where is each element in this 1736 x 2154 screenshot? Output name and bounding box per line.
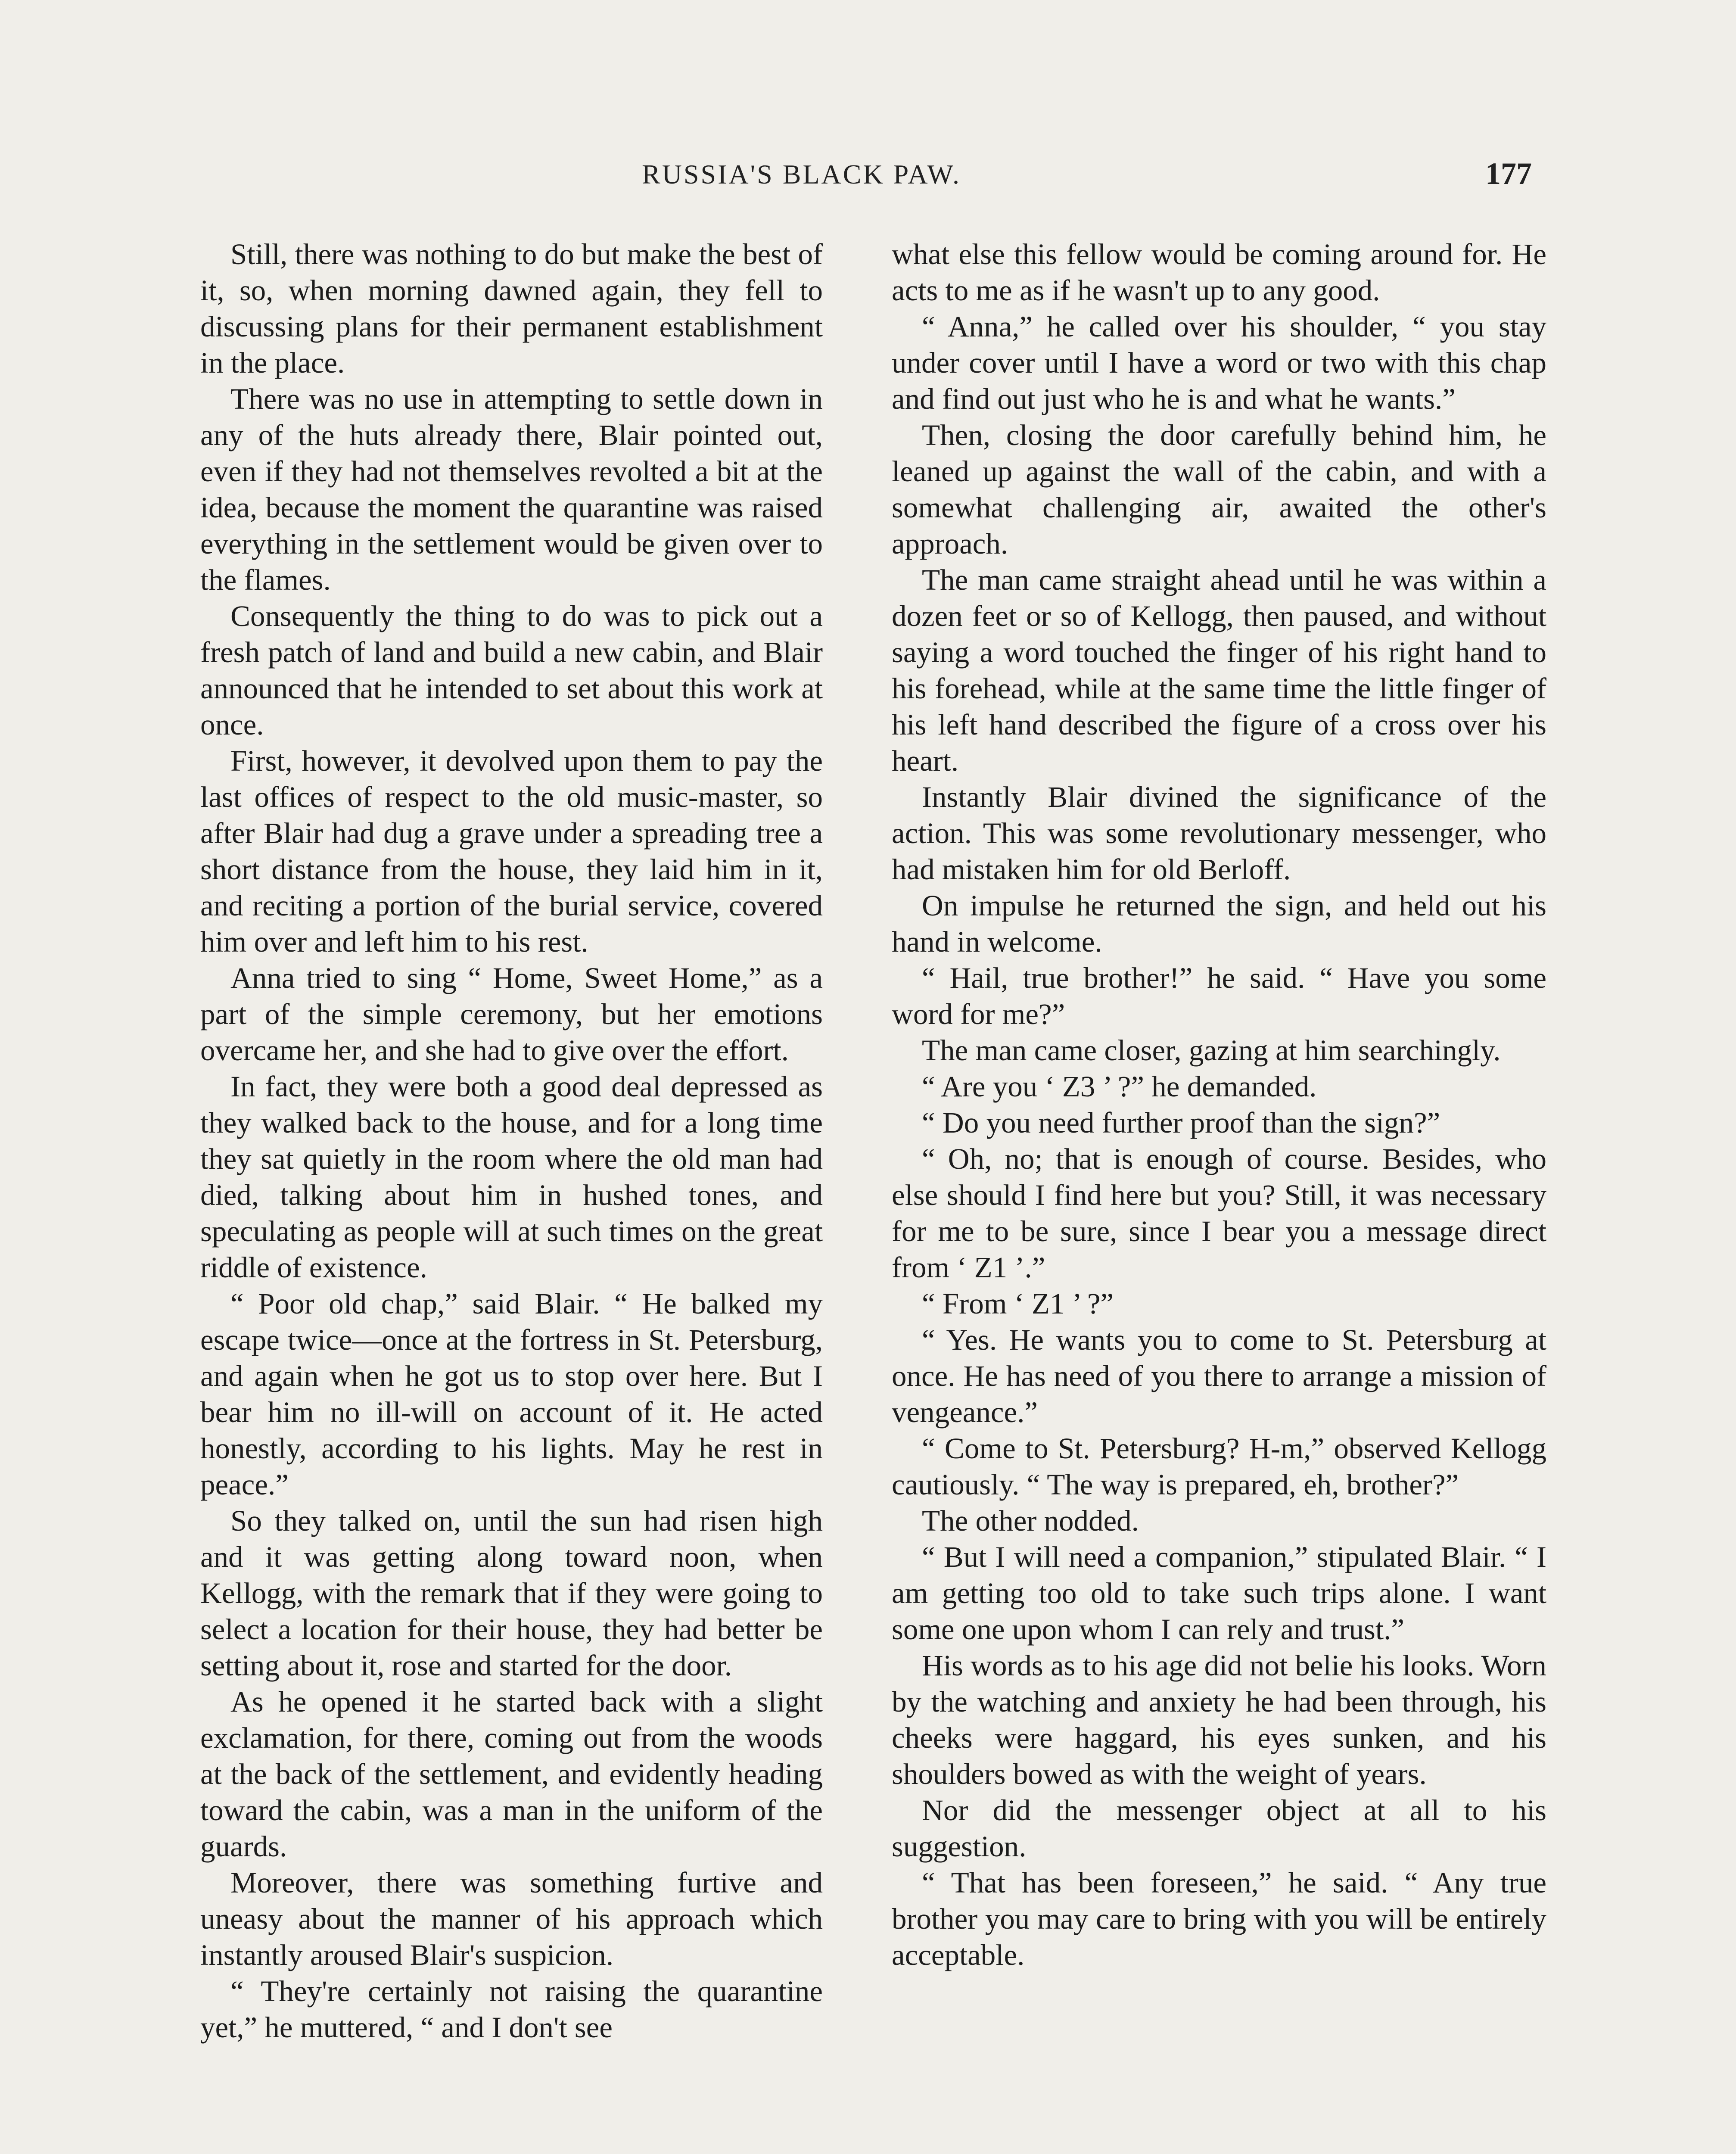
paragraph: “ Anna,” he called over his shoulder, “ you stay under cover until I have a word or two with this chap and find out just who he is and what he wants.”	[892, 310, 1546, 415]
paragraph: His words as to his age did not belie his looks. Worn by the watching and anxiety he had been through, his cheeks were haggard, his eyes sunken, and his shoulders bowed as with the weight of years.	[892, 1649, 1546, 1790]
paragraph: “ Come to St. Petersburg? H-m,” observed Kellogg cautiously. “ The way is prepared, eh, brother?”	[892, 1432, 1546, 1501]
paragraph: The other nodded.	[922, 1504, 1139, 1537]
paragraph: Instantly Blair divined the significance of the action. This was some revolutionary messenger, who had mistaken him for old Berloff.	[892, 781, 1546, 886]
right-column	[892, 236, 1546, 2154]
paragraph: Nor did the messenger object at all to his suggestion.	[892, 1794, 1546, 1863]
paragraph: First, however, it devolved upon them to pay the last offices of respect to the old music-master, so after Blair had dug a grave under a spreading tree a short distance from the house, they laid him in it, and reciting a portion of the burial service, covered him over and left him to his rest.	[200, 744, 823, 958]
paragraph: “ Yes. He wants you to come to St. Petersburg at once. He has need of you there to arrange a mission of vengeance.”	[892, 1323, 1546, 1429]
paragraph: Moreover, there was something furtive and uneasy about the manner of his approach which instantly aroused Blair's suspicion.	[200, 1866, 823, 1971]
paragraph: “ Poor old chap,” said Blair. “ He balked my escape twice—once at the fortress in St. Petersburg, and again when he got us to stop over here. But I bear him no ill-will on account of it. He acted honestly, according to his lights. May he rest in peace.”	[200, 1287, 823, 1501]
paragraph: The man came closer, gazing at him searchingly.	[922, 1034, 1501, 1067]
paragraph: “ They're certainly not raising the quarantine yet,” he muttered, “ and I don't see	[200, 1975, 823, 2044]
paragraph: “ Oh, no; that is enough of course. Besides, who else should I find here but you? Still, it was necessary for me to be sure, since I bear you a message direct from ‘ Z1 ’.”	[892, 1142, 1546, 1284]
paragraph: Then, closing the door carefully behind him, he leaned up against the wall of the cabin, and with a somewhat challenging air, awaited the other's approach.	[892, 419, 1546, 560]
paragraph: “ Do you need further proof than the sign?”	[922, 1106, 1440, 1139]
page-number: 177	[1485, 156, 1532, 191]
paragraph: “ That has been foreseen,” he said. “ Any true brother you may care to bring with you will be entirely acceptable.	[892, 1866, 1546, 1971]
paragraph: “ But I will need a companion,” stipulated Blair. “ I am getting too old to take such trips alone. I want some one upon whom I can rely and trust.”	[892, 1541, 1546, 1646]
paragraph: So they talked on, until the sun had risen high and it was getting along toward noon, when Kellogg, with the remark that if they were going to select a location for their house, they had better be setting about it, rose and started for the door.	[200, 1504, 823, 1682]
paragraph: There was no use in attempting to settle down in any of the huts already there, Blair pointed out, even if they had not themselves revolted a bit at the idea, because the moment the quarantine was raised everything in the settlement would be given over to the flames.	[200, 383, 823, 596]
paragraph: “ Are you ‘ Z3 ’ ?” he demanded.	[922, 1070, 1317, 1103]
paragraph: On impulse he returned the sign, and held out his hand in welcome.	[892, 889, 1546, 958]
paragraph: The man came straight ahead until he was within a dozen feet or so of Kellogg, then paused, and without saying a word touched the finger of his right hand to his forehead, while at the same time the little finger of his left hand described the figure of a cross over his heart.	[892, 563, 1546, 777]
paragraph: Consequently the thing to do was to pick out a fresh patch of land and build a new cabin, and Blair announced that he intended to set about this work at once.	[200, 600, 823, 741]
paragraph: what else this fellow would be coming around for. He acts to me as if he wasn't up to any good.	[892, 238, 1546, 307]
paragraph: “ Hail, true brother!” he said. “ Have you some word for me?”	[892, 962, 1546, 1030]
running-head: RUSSIA'S BLACK PAW.	[642, 159, 961, 190]
paragraph: Still, there was nothing to do but make the best of it, so, when morning dawned again, they fell to discussing plans for their permanent establishment in the place.	[200, 238, 823, 379]
left-column	[200, 236, 823, 2154]
paragraph: As he opened it he started back with a slight exclamation, for there, coming out from the woods at the back of the settlement, and evidently heading toward the cabin, was a man in the uniform of the guards.	[200, 1685, 823, 1863]
paragraph: In fact, they were both a good deal depressed as they walked back to the house, and for a long time they sat quietly in the room where the old man had died, talking about him in hushed tones, and speculating as people will at such times on the great riddle of existence.	[200, 1070, 823, 1284]
paragraph: Anna tried to sing “ Home, Sweet Home,” as a part of the simple ceremony, but her emotions overcame her, and she had to give over the effort.	[200, 962, 823, 1067]
paragraph: “ From ‘ Z1 ’ ?”	[922, 1287, 1114, 1320]
